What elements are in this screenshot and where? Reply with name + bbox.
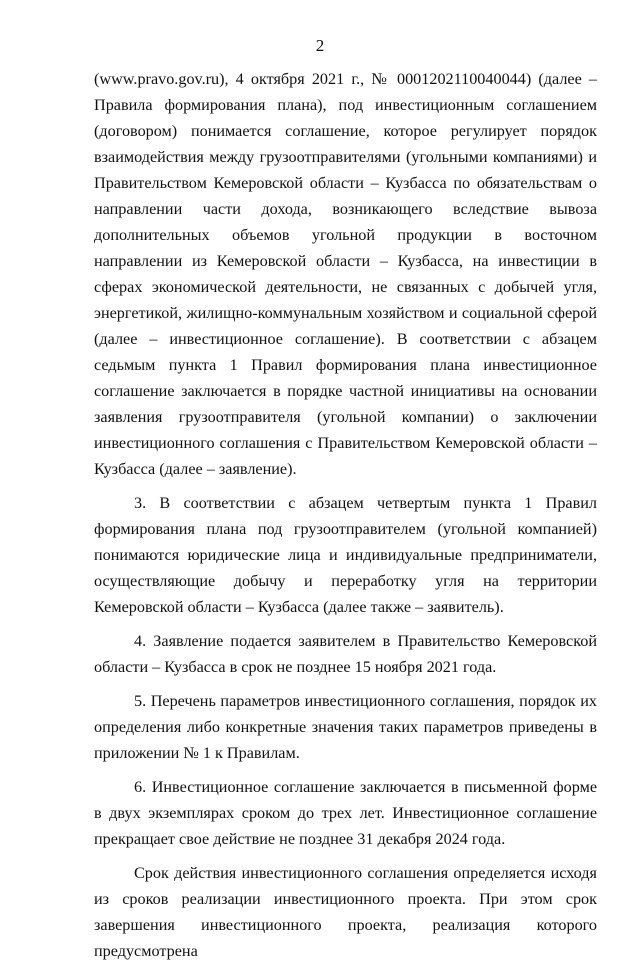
document-body [94, 66, 597, 972]
paragraph-item-5: 5. Перечень параметров инвестиционного соглашения, порядок их определения либо конкретные значения таких параметров приведены в приложении № 1 к Правилам. [94, 692, 597, 762]
paragraph-item-3: 3. В соответствии с абзацем четвертым пункта 1 Правил формирования плана под грузоотправителем (угольной компанией) понимаются юридические лица и индивидуальные предприниматели, осуществляющие добычу и переработку угля на территории Кемеровской области – Кузбасса (далее также – заявитель). [94, 494, 597, 616]
paragraph-item-6: 6. Инвестиционное соглашение заключается в письменной форме в двух экземплярах сроком до трех лет. Инвестиционное соглашение прекращает свое действие не позднее 31 декабря 2024 года. [94, 778, 597, 848]
paragraph-item-4: 4. Заявление подается заявителем в Правительство Кемеровской области – Кузбасса в срок не позднее 15 ноября 2021 года. [94, 632, 597, 676]
paragraph-continuation: (www.pravo.gov.ru), 4 октября 2021 г., № 0001202110040044) (далее – Правила формирования плана), под инвестиционным соглашением (договором) понимается соглашение, которое регулирует порядок взаимодействия между грузоотправителями (угольными компаниями) и Правительством Кемеровской области – Кузбасса по обязательствам о направлении части дохода, возникающего вследствие вывоза дополнительных объемов угольной продукции в восточном направлении из Кемеровской области – Кузбасса, на инвестиции в сферах экономической деятельности, не связанных с добычей угля, энергетикой, жилищно-коммунальным хозяйством и социальной сферой (далее – инвестиционное соглашение). В соответствии с абзацем седьмым пункта 1 Правил формирования плана инвестиционное соглашение заключается в порядке частной инициативы на основании заявления грузоотправителя (угольной компании) о заключении инвестиционного соглашения с Правительством Кемеровской области – Кузбасса (далее – заявление). [94, 70, 597, 478]
page-number: 2 [315, 36, 325, 55]
paragraph-term: Срок действия инвестиционного соглашения определяется исходя из сроков реализации инвестиционного проекта. При этом срок завершения инвестиционного проекта, реализация которого предусмотрена [94, 864, 597, 960]
